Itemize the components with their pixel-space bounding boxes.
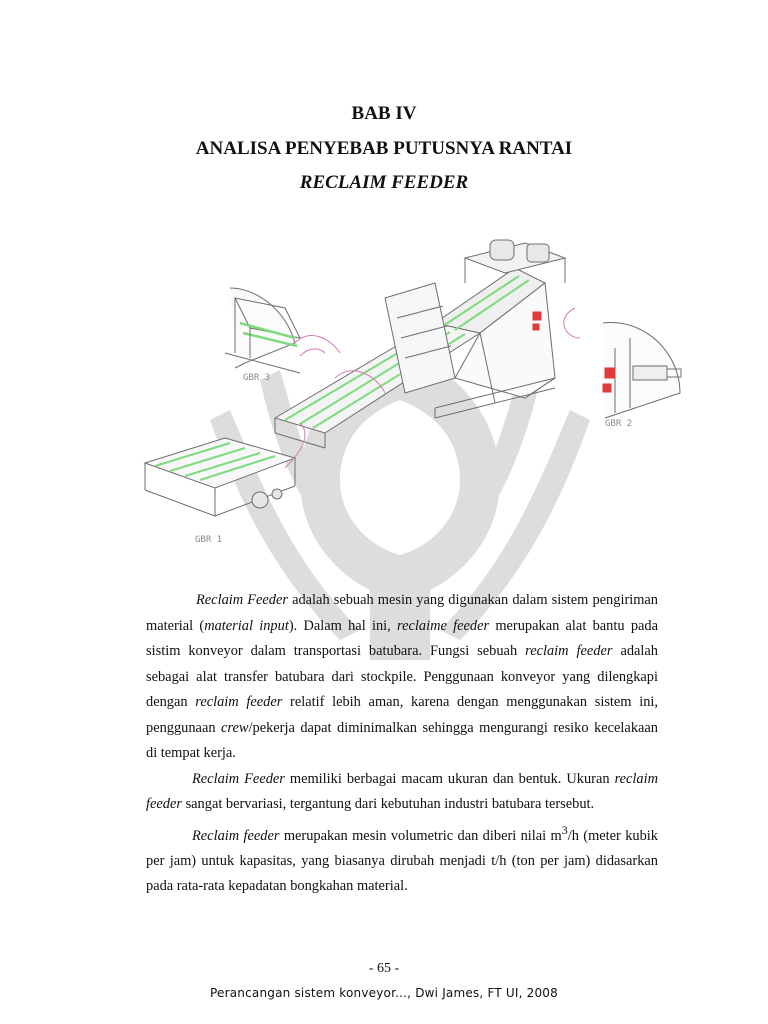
paragraph-3 [146,818,658,900]
term: crew [221,719,249,736]
term: material input [204,617,289,634]
text: adalah sebuah mesin yang digunakan dalam sistem pengiriman material ( [146,592,659,634]
text: ). Dalam hal ini, [288,617,398,634]
chapter-number: BAB IV [351,103,417,124]
detail-gbr-1 [145,423,305,516]
body-text [146,588,658,900]
text: /pekerja dapat diminimalkan sehingga mengurangi resiko kecelakaan di tempat kerja. [146,719,658,761]
chapter-title: ANALISA PENYEBAB PUTUSNYA RANTAI [195,138,573,159]
term: reclaime feeder [397,617,490,634]
paragraph-2 [146,767,658,818]
reclaim-feeder-drawing [135,228,695,558]
paragraph-1 [146,588,658,767]
term: Reclaim Feeder [196,592,288,608]
text: relatif lebih aman, karena dengan menggunakan sistem ini, penggunaan [146,694,658,736]
text: memiliki berbagai macam ukuran dan bentuk. Ukuran [284,770,615,787]
page-footer: Perancangan sistem konveyor..., Dwi James, FT UI, 2008 [210,986,558,1000]
detail-gbr-2 [533,308,681,418]
term: reclaim feeder [195,694,283,710]
term: reclaim feeder [146,770,658,812]
chapter-subtitle: RECLAIM FEEDER [299,172,469,193]
detail-gbr-3 [225,288,325,373]
label-gbr-2: GBR 2 [605,419,633,429]
text: adalah sebagai alat transfer batubara dari stockpile. Penggunaan konveyor yang dilengkapi dengan [146,643,659,710]
term: reclaim feeder [525,643,613,659]
text: sangat bervariasi, tergantung dari kebutuhan industri batubara tersebut. [181,796,595,812]
text: merupakan mesin volumetric dan diberi nilai m [279,827,562,844]
label-gbr-3: GBR 3 [243,373,271,383]
text: merupakan alat bantu pada sistim konveyor dalam transportasi batubara. Fungsi sebuah [146,617,658,659]
term: Reclaim Feeder [192,770,285,787]
term: Reclaim feeder [192,827,280,844]
page-number: - 65 - [368,961,400,976]
text: /h (meter kubik per jam) untuk kapasitas, yang biasanya dirubah menjadi t/h (ton per jam) didasarkan pada rata-rata kepadatan bongkahan material. [146,827,658,895]
superscript: 3 [561,822,568,837]
label-gbr-1: GBR 1 [195,535,223,545]
